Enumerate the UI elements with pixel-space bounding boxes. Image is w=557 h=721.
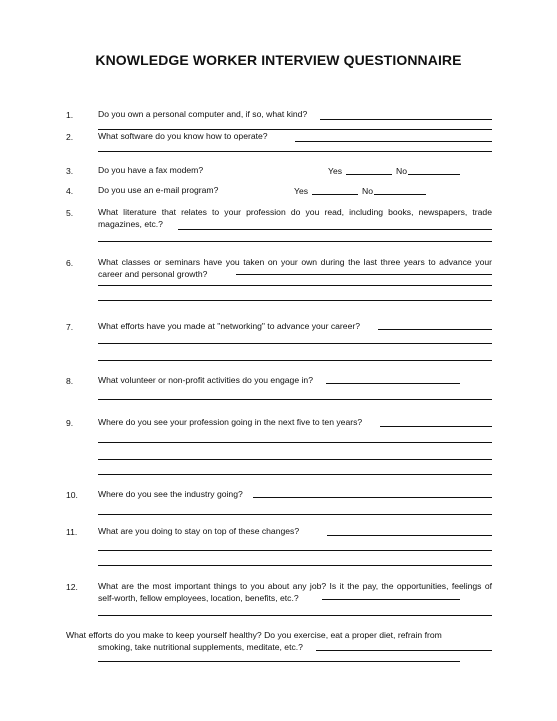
- answer-line[interactable]: [98, 565, 492, 566]
- answer-line[interactable]: [98, 343, 492, 344]
- question-number: 9.: [66, 418, 74, 428]
- answer-line[interactable]: [98, 442, 492, 443]
- question-number: 5.: [66, 208, 74, 218]
- answer-line[interactable]: [236, 274, 492, 275]
- question-number: 8.: [66, 376, 74, 386]
- question-text: What are the most important things to you about any job? Is it the pay, the opportunities, feelings of self-worth, fellow employees, location, benefits, etc.?: [98, 581, 492, 603]
- no-answer-line[interactable]: [374, 194, 426, 195]
- answer-line[interactable]: [98, 615, 492, 616]
- question-text: Do you use an e-mail program?: [98, 185, 219, 195]
- no-label: No: [396, 166, 407, 176]
- question-number: 11.: [66, 527, 78, 537]
- answer-line[interactable]: [380, 426, 492, 427]
- answer-line[interactable]: [98, 241, 492, 242]
- yes-answer-line[interactable]: [312, 194, 358, 195]
- answer-line[interactable]: [98, 151, 492, 152]
- question-text: What software do you know how to operate?: [98, 131, 268, 141]
- answer-line[interactable]: [98, 285, 492, 286]
- question-number: 3.: [66, 166, 74, 176]
- question-text: Do you own a personal computer and, if so, what kind?: [98, 109, 308, 119]
- question-number: 4.: [66, 186, 74, 196]
- no-label: No: [362, 186, 373, 196]
- yes-label: Yes: [328, 166, 343, 176]
- question-number: 10.: [66, 490, 78, 500]
- question-text: Do you have a fax modem?: [98, 165, 204, 175]
- final-question-line2: smoking, take nutritional supplements, meditate, etc.?: [98, 642, 303, 652]
- question-text: Where do you see your profession going in the next five to ten years?: [98, 417, 363, 427]
- yes-label: Yes: [294, 186, 309, 196]
- no-answer-line[interactable]: [408, 174, 460, 175]
- question-text: Where do you see the industry going?: [98, 489, 243, 499]
- question-text: What classes or seminars have you taken on your own during the last three years to advance your career and personal growth?: [98, 257, 492, 279]
- question-number: 7.: [66, 322, 74, 332]
- question-text: What literature that relates to your profession do you read, including books, newspapers, trade magazines, etc.?: [98, 207, 492, 229]
- answer-line[interactable]: [98, 514, 492, 515]
- question-number: 2.: [66, 132, 74, 142]
- answer-line[interactable]: [98, 399, 492, 400]
- answer-line[interactable]: [98, 300, 492, 301]
- question-number: 12.: [66, 582, 78, 592]
- answer-line[interactable]: [98, 474, 492, 475]
- question-text: What volunteer or non-profit activities do you engage in?: [98, 375, 313, 385]
- question-number: 6.: [66, 258, 74, 268]
- answer-line[interactable]: [98, 661, 460, 662]
- answer-line[interactable]: [378, 329, 492, 330]
- question-text: What efforts have you made at "networking" to advance your career?: [98, 321, 360, 331]
- yes-answer-line[interactable]: [346, 174, 392, 175]
- answer-line[interactable]: [178, 229, 492, 230]
- question-number: 1.: [66, 110, 74, 120]
- answer-line[interactable]: [322, 599, 460, 600]
- answer-line[interactable]: [295, 141, 492, 142]
- page-title: KNOWLEDGE WORKER INTERVIEW QUESTIONNAIRE: [95, 52, 462, 68]
- answer-line[interactable]: [326, 383, 460, 384]
- answer-line[interactable]: [327, 535, 492, 536]
- answer-line[interactable]: [98, 360, 492, 361]
- answer-line[interactable]: [316, 650, 492, 651]
- answer-line[interactable]: [253, 497, 492, 498]
- final-question-line1: What efforts do you make to keep yourself healthy? Do you exercise, eat a proper diet, refrain from: [66, 630, 442, 640]
- answer-line[interactable]: [98, 550, 492, 551]
- answer-line[interactable]: [320, 119, 492, 120]
- answer-line[interactable]: [98, 459, 492, 460]
- question-text: What are you doing to stay on top of these changes?: [98, 526, 300, 536]
